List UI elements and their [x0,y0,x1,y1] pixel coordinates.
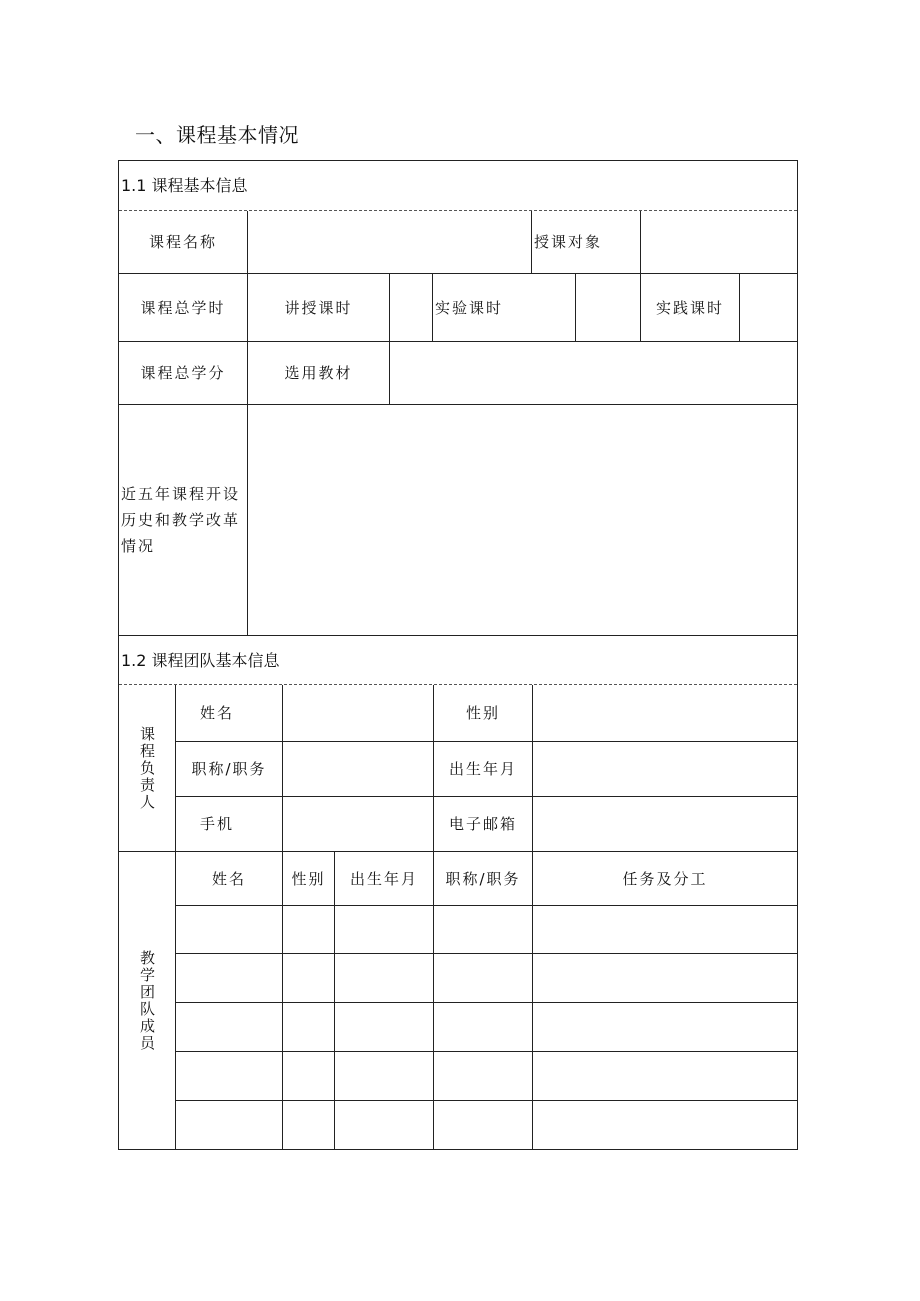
member-row[interactable] [176,906,797,954]
section-title-basic-info: 1.1 课程基本信息 [121,176,248,196]
leader-name-field[interactable] [283,685,433,741]
leader-email-label: 电子邮箱 [448,815,517,833]
practice-hours-label: 实践课时 [655,298,724,317]
member-row[interactable] [176,1003,797,1051]
member-row[interactable] [176,954,797,1002]
course-history-field[interactable] [248,405,797,635]
course-name-field[interactable] [248,211,531,273]
leader-phone-label: 手机 [200,815,235,833]
member-header-title: 职称/职务 [445,869,521,888]
total-hours-label: 课程总学时 [140,298,226,317]
leader-gender-label: 性别 [465,704,500,722]
page-heading: 一、课程基本情况 [135,123,299,147]
audience-field[interactable] [641,211,797,273]
lab-hours-label: 实验课时 [435,298,504,317]
member-row[interactable] [176,1101,797,1149]
course-leader-label: 课程负责人 [138,725,156,811]
course-name-label: 课程名称 [148,233,217,251]
team-members-label: 教学团队成员 [138,949,156,1052]
member-header-duty: 任务及分工 [622,869,708,888]
member-row[interactable] [176,1052,797,1100]
leader-birth-label: 出生年月 [448,760,517,778]
lecture-hours-field[interactable] [390,274,432,341]
leader-phone-field[interactable] [283,797,433,851]
member-header-name: 姓名 [211,869,246,888]
member-header-birth: 出生年月 [349,869,418,888]
member-header-gender: 性别 [291,869,326,888]
total-credits-label: 课程总学分 [140,364,226,382]
leader-title-field[interactable] [283,742,433,796]
leader-gender-field[interactable] [533,685,797,741]
lecture-hours-label: 讲授课时 [284,298,353,317]
textbook-label: 选用教材 [284,364,353,382]
textbook-field[interactable] [390,342,797,404]
audience-label: 授课对象 [534,233,603,251]
course-form [118,160,798,1150]
leader-title-label: 职称/职务 [191,760,267,778]
lab-hours-field[interactable] [576,274,640,341]
practice-hours-field[interactable] [740,274,797,341]
course-history-label: 近五年课程开设历史和教学改革情况 [121,485,241,555]
leader-name-label: 姓名 [200,704,235,722]
leader-email-field[interactable] [533,797,797,851]
section-title-team-info: 1.2 课程团队基本信息 [121,650,280,670]
leader-birth-field[interactable] [533,742,797,796]
